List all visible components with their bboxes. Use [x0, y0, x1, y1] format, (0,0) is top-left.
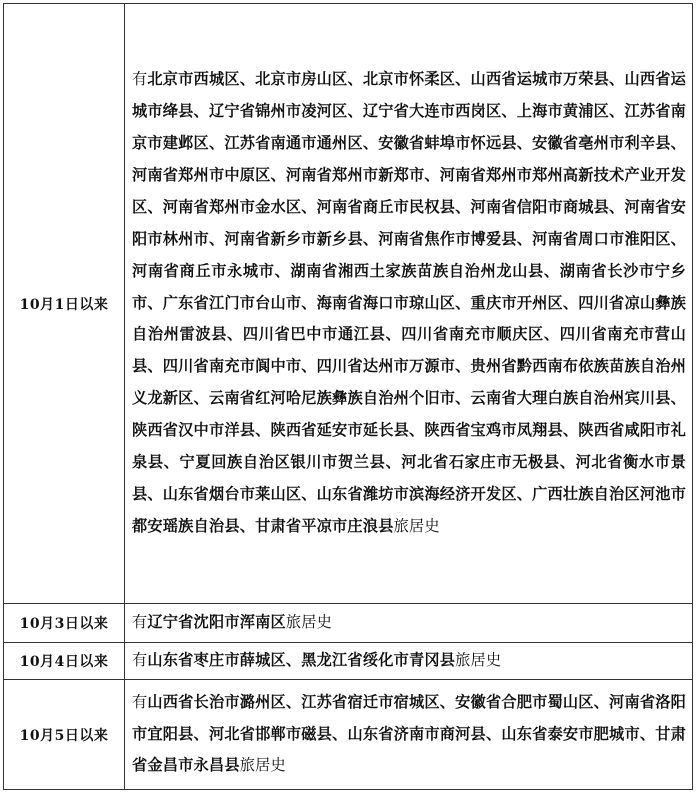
suffix-text: 旅居史 — [455, 651, 502, 670]
date-cell: 10月1日以来 — [4, 4, 125, 604]
table-row — [4, 604, 693, 643]
travel-history-table — [3, 3, 693, 790]
table-row — [4, 4, 693, 604]
places-cell — [125, 680, 693, 790]
prefix-text: 有 — [132, 651, 148, 670]
suffix-text: 旅居史 — [239, 756, 286, 775]
prefix-text: 有 — [132, 70, 148, 89]
places-list: 山西省长治市潞州区、江苏省宿迁市宿城区、安徽省合肥市蜀山区、河南省洛阳市宜阳县、河北省邯郸市磁县、山东省济南市商河县、山东省泰安市肥城市、甘肃省金昌市永昌县 — [132, 692, 686, 775]
table-row — [4, 680, 693, 790]
table-row — [4, 643, 693, 680]
places-cell — [125, 604, 693, 643]
prefix-text: 有 — [132, 692, 148, 711]
places-cell — [125, 4, 693, 604]
date-cell: 10月3日以来 — [4, 604, 125, 643]
places-list: 北京市西城区、北京市房山区、北京市怀柔区、山西省运城市万荣县、山西省运城市绛县、辽宁省锦州市凌河区、辽宁省大连市西岗区、上海市黄浦区、江苏省南京市建邺区、江苏省南通市通州区、安徽省蚌埠市怀远县、安徽省亳州市利辛县、河南省郑州市中原区、河南省郑州市新郑市、河南省郑州市郑州高新技术产业开发区、河南省郑州市金水区、河南省商丘市民权县、河南省信阳市商城县、河南省安阳市林州市、河南省新乡市新乡县、河南省焦作市博爱县、河南省周口市淮阳区、河南省商丘市永城市、湖南省湘西土家族苗族自治州龙山县、湖南省长沙市宁乡市、广东省江门市台山市、海南省海口市琼山区、重庆市开州区、四川省凉山彝族自治州雷波县、四川省巴中市通江县、四川省南充市顺庆区、四川省南充市营山县、四川省南充市阆中市、四川省达州市万源市、贵州省黔西南布依族苗族自治州义龙新区、云南省红河哈尼族彝族自治州个旧市、云南省大理白族自治州宾川县、陕西省汉中市洋县、陕西省延安市延长县、陕西省宝鸡市凤翔县、陕西省咸阳市礼泉县、宁夏回族自治区银川市贺兰县、河北省石家庄市无极县、河北省衡水市景县、山东省烟台市莱山区、山东省潍坊市滨海经济开发区、广西壮族自治区河池市都安瑶族自治县、甘肃省平凉市庄浪县 — [132, 70, 686, 535]
places-list: 山东省枣庄市薛城区、黑龙江省绥化市青冈县 — [147, 651, 456, 670]
places-cell — [125, 643, 693, 680]
suffix-text: 旅居史 — [285, 613, 333, 632]
date-cell: 10月5日以来 — [4, 680, 125, 790]
suffix-text: 旅居史 — [393, 516, 440, 535]
prefix-text: 有 — [132, 613, 148, 632]
date-cell: 10月4日以来 — [4, 643, 125, 680]
places-list: 辽宁省沈阳市浑南区 — [147, 613, 286, 632]
